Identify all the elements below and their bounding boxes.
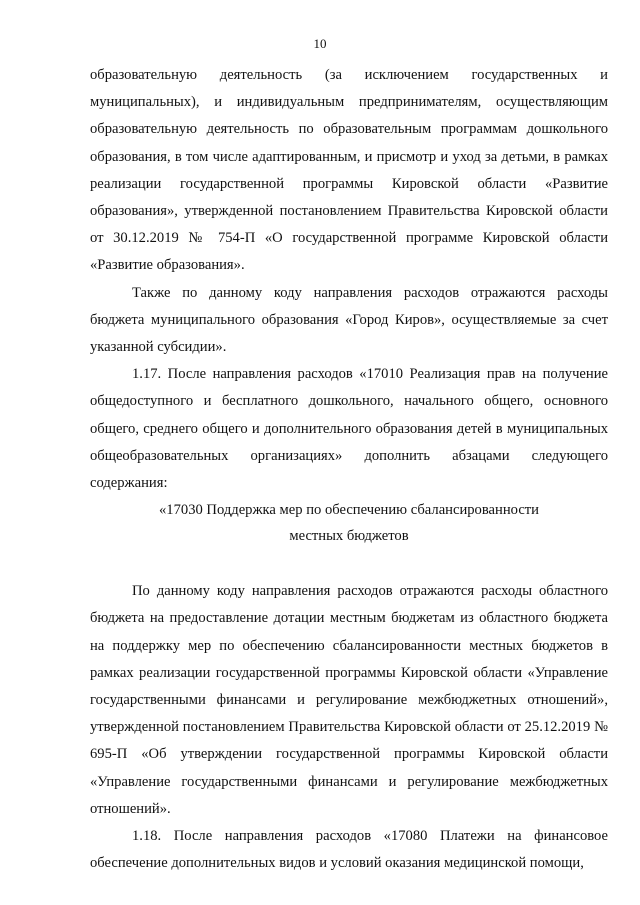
heading-line-2: местных бюджетов bbox=[289, 528, 409, 545]
section-heading-17030 bbox=[90, 497, 608, 549]
blank-line bbox=[90, 549, 608, 578]
paragraph-also-code: Также по данному коду направления расходов отражаются расходы бюджета муниципального образования «Город Киров», осуществляемые за счет указанной субсидии». bbox=[90, 284, 608, 356]
document-body bbox=[90, 62, 608, 877]
heading-line-1: «17030 Поддержка мер по обеспечению сбалансированности bbox=[159, 502, 539, 519]
paragraph-code-description: По данному коду направления расходов отражаются расходы областного бюджета на предоставление дотации местным бюджетам из областного бюджета на поддержку мер по обеспечению сбалансированности местных бюджетов в рамках реализации государственной программы Кировской области «Управление государственными финансами и регулирование межбюджетных отношений», утвержденной постановлением Правительства Кировской области от 25.12.2019 № 695-П «Об утверждении государственной программы Кировской области «Управление государственными финансами и регулирование межбюджетных отношений». bbox=[90, 583, 608, 817]
paragraph-item-1-17: 1.17. После направления расходов «17010 Реализация прав на получение общедоступного и бесплатного дошкольного, начального общего, основного общего, среднего общего и дополнительного образования детей в муниципальных общеобразовательных организациях» дополнить абзацами следующего содержания: bbox=[90, 366, 608, 492]
paragraph-continuation: образовательную деятельность (за исключением государственных и муниципальных), и индивидуальным предпринимателям, осуществляющим образовательную деятельность по образовательным программам дошкольного образования, в том числе адаптированным, и присмотр и уход за детьми, в рамках реализации государственной программы Кировской области «Развитие образования», утвержденной постановлением Правительства Кировской области от 30.12.2019 № 754-П «О государственной программе Кировской области «Развитие образования». bbox=[90, 67, 608, 274]
page-number: 10 bbox=[313, 36, 327, 51]
paragraph-item-1-18: 1.18. После направления расходов «17080 Платежи на финансовое обеспечение дополнительных видов и условий оказания медицинской помощи, bbox=[90, 828, 608, 872]
